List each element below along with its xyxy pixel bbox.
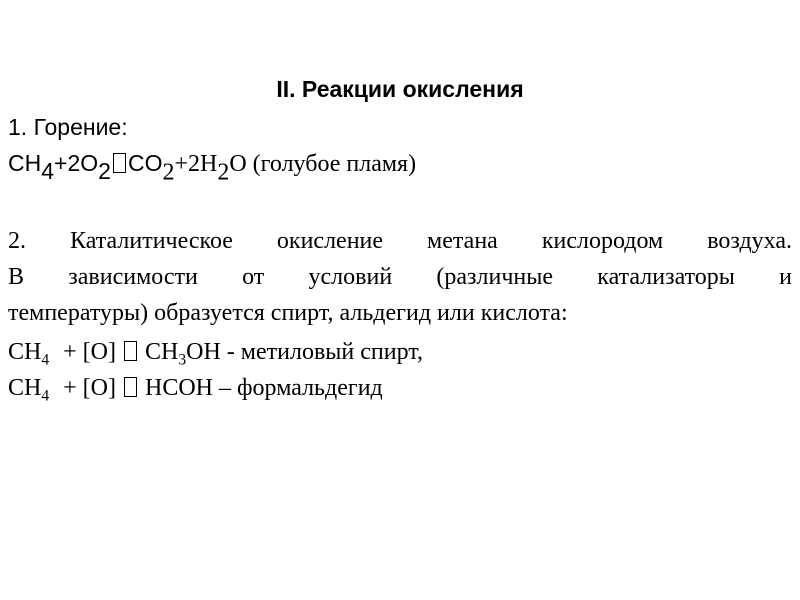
product-tail: OH - метиловый спирт, bbox=[186, 339, 423, 365]
product-tail: O (голубое пламя) bbox=[229, 151, 417, 177]
reactant-o2: +2O bbox=[54, 150, 99, 176]
combustion-reaction bbox=[8, 147, 417, 186]
reactant-ch: CH bbox=[8, 375, 42, 401]
product-tail: HCOH – формальдегид bbox=[145, 375, 383, 401]
oxidation-reaction-formaldehyde bbox=[8, 372, 383, 404]
section2-line3: температуры) образуется спирт, альдегид или кислота: bbox=[8, 300, 568, 326]
slide-title: II. Реакции окисления bbox=[276, 76, 524, 102]
reactant-ch-subscript: 4 bbox=[41, 387, 50, 405]
reactant-ch: CH bbox=[8, 339, 42, 365]
oxygen-term: + [O] bbox=[63, 339, 116, 365]
reactant-o2-subscript: 2 bbox=[98, 158, 111, 185]
product-ch-subscript: 3 bbox=[178, 351, 187, 369]
product-co: CO bbox=[127, 150, 163, 176]
product-co-subscript: 2 bbox=[162, 159, 175, 186]
product-h-subscript: 2 bbox=[217, 159, 230, 186]
arrow-missing-glyph-icon bbox=[124, 341, 137, 361]
section1-heading: 1. Горение: bbox=[8, 114, 128, 140]
reactant-ch: CH bbox=[8, 150, 42, 176]
arrow-missing-glyph-icon bbox=[124, 377, 137, 397]
arrow-missing-glyph-icon bbox=[113, 153, 126, 173]
reactant-ch-subscript: 4 bbox=[41, 158, 55, 185]
product-ch: CH bbox=[145, 339, 179, 365]
section2-line1: 2. Каталитическое окисление метана кислородом воздуха. bbox=[8, 228, 792, 254]
oxidation-reaction-methanol bbox=[8, 336, 423, 368]
product-h: +2H bbox=[174, 151, 218, 177]
section2-line2: В зависимости от условий (различные катализаторы и bbox=[8, 264, 792, 290]
oxygen-term: + [O] bbox=[63, 375, 116, 401]
reactant-ch-subscript: 4 bbox=[41, 351, 50, 369]
